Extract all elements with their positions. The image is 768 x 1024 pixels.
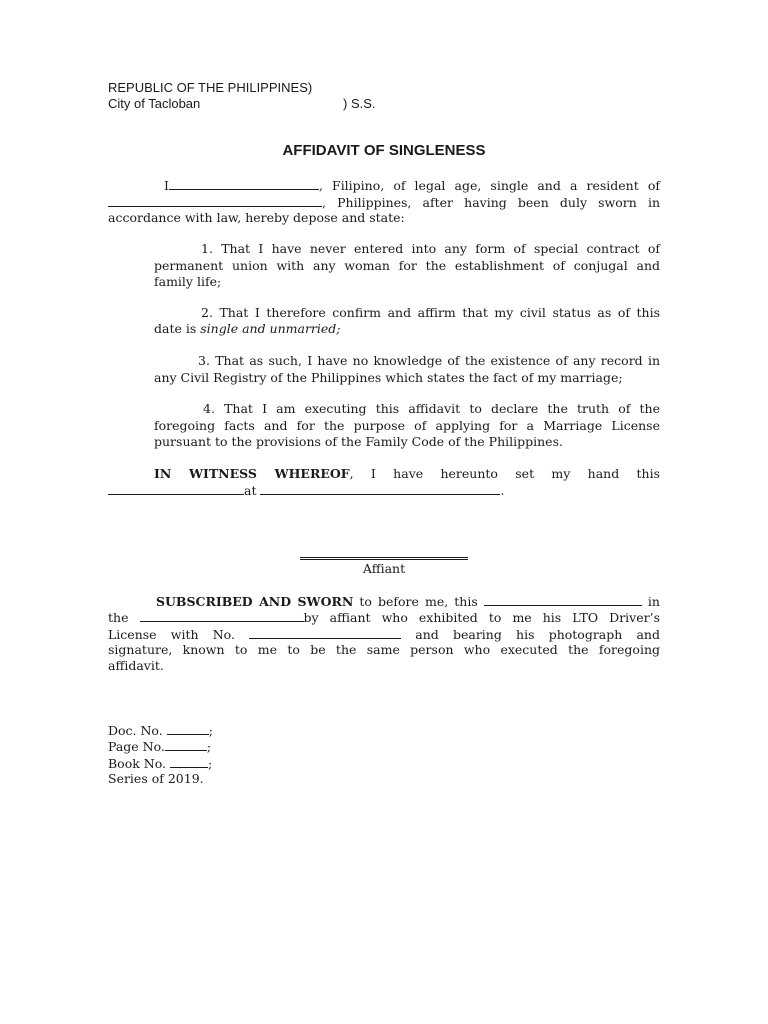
book-no-blank bbox=[170, 755, 208, 768]
intro-mid2: , Philippines, after having been duly sworn in bbox=[322, 195, 660, 210]
place-blank bbox=[260, 482, 500, 495]
witness-rest: , I have hereunto set my hand this bbox=[349, 466, 660, 481]
license-blank bbox=[249, 626, 401, 639]
jurat-l2-start: the bbox=[108, 610, 129, 625]
witness-end: . bbox=[500, 483, 505, 498]
series: Series of 2019. bbox=[108, 771, 204, 786]
intro-mid1: , Filipino, of legal age, single and a resident of bbox=[318, 178, 660, 193]
item-2-status: single and unmarried; bbox=[200, 321, 341, 336]
affiant-signature-line bbox=[300, 557, 468, 560]
jurat-line-4: signature, known to me to be the same person who executed the foregoing bbox=[108, 642, 660, 657]
item-1-line-3: family life; bbox=[154, 274, 222, 289]
date-blank bbox=[108, 482, 244, 495]
doc-no bbox=[108, 722, 213, 740]
item-1-line-2: permanent union with any woman for the establishment of conjugal and bbox=[154, 258, 660, 273]
item-1-line-1: 1. That I have never entered into any form of special contract of bbox=[201, 241, 660, 256]
doc-no-label: Doc. No. bbox=[108, 723, 163, 738]
witness-at: at bbox=[244, 483, 257, 498]
jurat-line-1 bbox=[108, 593, 660, 611]
page-no-blank bbox=[165, 738, 207, 751]
page-no-label: Page No. bbox=[108, 739, 165, 754]
header-republic: REPUBLIC OF THE PHILIPPINES) bbox=[108, 80, 313, 95]
item-3-line-2: any Civil Registry of the Philippines which states the fact of my marriage; bbox=[154, 370, 623, 385]
jurat-l1-rest: to before me, this bbox=[353, 594, 478, 609]
book-no-end: ; bbox=[208, 756, 213, 771]
affiant-label: Affiant bbox=[362, 561, 406, 576]
intro-prefix: I bbox=[164, 178, 169, 193]
jurat-line-2 bbox=[108, 609, 660, 627]
intro-line-1 bbox=[108, 177, 660, 195]
jurat-line-5: affidavit. bbox=[108, 658, 164, 673]
jurat-bold: SUBSCRIBED AND SWORN bbox=[156, 594, 354, 609]
page-no-end: ; bbox=[206, 739, 212, 754]
intro-line-2 bbox=[108, 194, 660, 212]
item-2-prefix: date is bbox=[154, 321, 201, 336]
jurat-l3-start: License with No. bbox=[108, 627, 235, 642]
item-2-line-1: 2. That I therefore confirm and affirm that my civil status as of this bbox=[201, 305, 660, 320]
book-no bbox=[108, 755, 212, 773]
doc-no-blank bbox=[167, 722, 209, 735]
witness-line-1 bbox=[154, 466, 660, 483]
intro-line-3: accordance with law, hereby depose and state: bbox=[108, 210, 405, 225]
jurat-l2-rest: by affiant who exhibited to me his LTO Driver’s bbox=[303, 610, 660, 625]
item-2-line-2 bbox=[154, 321, 660, 338]
book-no-label: Book No. bbox=[108, 756, 167, 771]
witness-line-2 bbox=[108, 482, 660, 500]
item-4-line-1: 4. That I am executing this affidavit to declare the truth of the bbox=[203, 401, 660, 416]
page-no bbox=[108, 738, 211, 756]
name-blank bbox=[169, 177, 319, 190]
item-4-line-3: pursuant to the provisions of the Family Code of the Philippines. bbox=[154, 434, 563, 449]
document-title: AFFIDAVIT OF SINGLENESS bbox=[282, 142, 486, 159]
header-ss: ) S.S. bbox=[343, 96, 376, 111]
jurat-l3-rest: and bearing his photograph and bbox=[415, 627, 660, 642]
jurat-date-blank bbox=[484, 593, 642, 606]
doc-no-end: ; bbox=[208, 723, 213, 738]
header-city: City of Tacloban bbox=[108, 96, 201, 111]
witness-bold: IN WITNESS WHEREOF bbox=[154, 466, 350, 481]
jurat-l1-end: in bbox=[647, 594, 660, 609]
item-4-line-2: foregoing facts and for the purpose of applying for a Marriage License bbox=[154, 418, 660, 433]
item-3-line-1: 3. That as such, I have no knowledge of the existence of any record in bbox=[198, 353, 660, 368]
jurat-place-blank bbox=[140, 609, 304, 622]
residence-blank bbox=[108, 194, 322, 207]
jurat-line-3 bbox=[108, 626, 660, 644]
